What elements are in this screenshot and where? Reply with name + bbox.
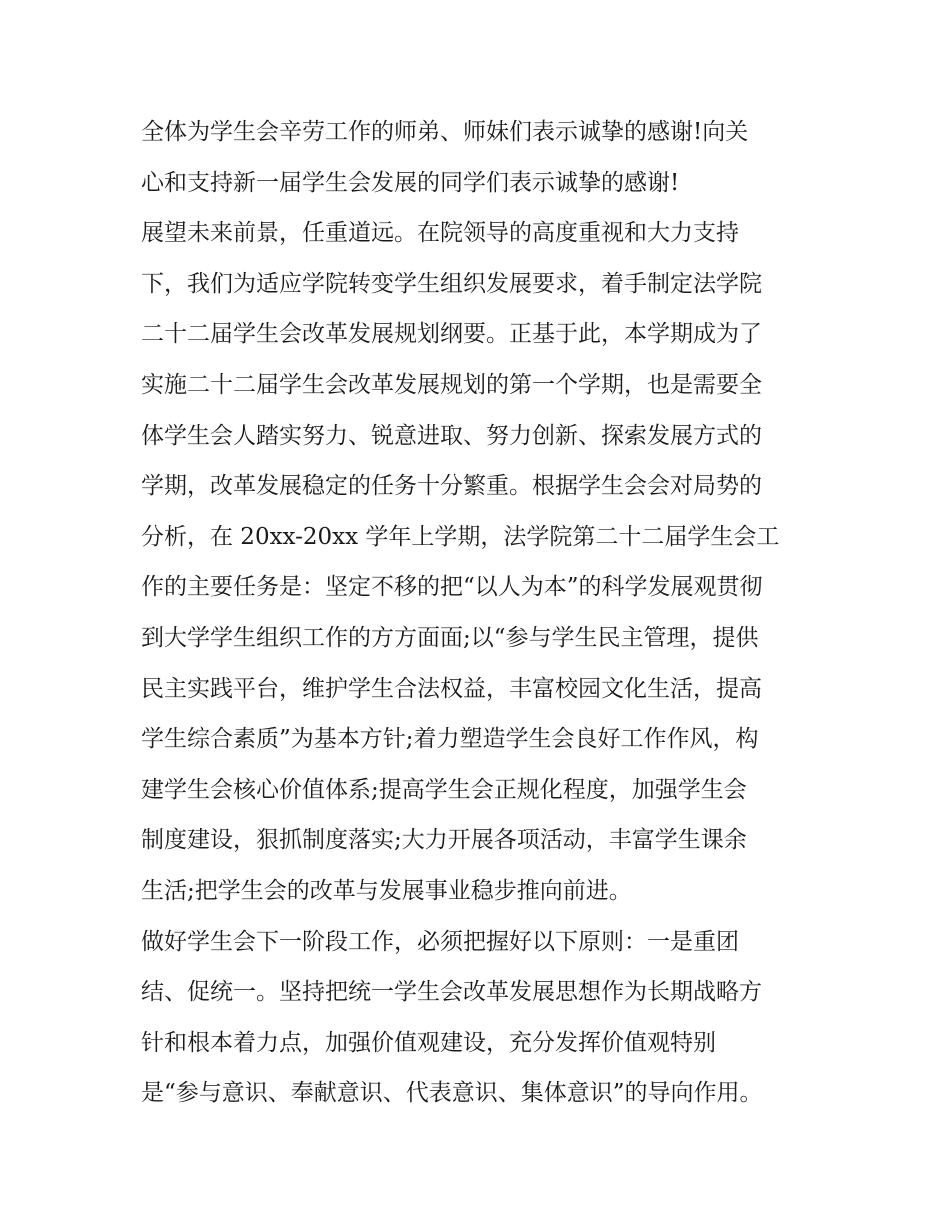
text-line-5: 二十二届学生会改革发展规划纲要。正基于此，本学期成为了 (141, 321, 762, 348)
text-line-2: 心和支持新一届学生会发展的同学们表示诚挚的感谢! (141, 169, 680, 196)
text-line-18: 结、促统一。坚持把统一学生会改革发展思想作为长期战略方 (141, 979, 762, 1006)
text-line-14: 建学生会核心价值体系;提高学生会正规化程度，加强学生会 (141, 776, 747, 803)
text-line-16: 生活;把学生会的改革与发展事业稳步推向前进。 (141, 877, 632, 904)
text-line-11: 到大学学生组织工作的方方面面;以“参与学生民主管理，提供 (141, 624, 759, 651)
text-line-9: 分析，在 20xx-20xx 学年上学期，法学院第二十二届学生会工 (141, 523, 780, 550)
text-line-13: 学生综合素质”为基本方针;着力塑造学生会良好工作作风，构 (141, 726, 759, 753)
text-line-17: 做好学生会下一阶段工作，必须把握好以下原则：一是重团 (141, 928, 739, 955)
text-line-20: 是“参与意识、奉献意识、代表意识、集体意识”的导向作用。 (141, 1080, 763, 1107)
text-line-12: 民主实践平台，维护学生合法权益，丰富校园文化生活，提高 (141, 675, 762, 702)
text-line-10: 作的主要任务是：坚定不移的把“以人为本”的科学发展观贯彻 (141, 574, 763, 601)
text-line-6: 实施二十二届学生会改革发展规划的第一个学期，也是需要全 (141, 371, 762, 398)
text-line-1: 全体为学生会辛劳工作的师弟、师妹们表示诚挚的感谢!向关 (141, 119, 749, 145)
text-line-4: 下，我们为适应学院转变学生组织发展要求，着手制定法学院 (141, 270, 762, 297)
text-line-15: 制度建设，狠抓制度落实;大力开展各项活动，丰富学生课余 (141, 827, 747, 854)
text-line-19: 针和根本着力点，加强价值观建设，充分发挥价值观特别 (141, 1029, 716, 1056)
text-line-3: 展望未来前景，任重道远。在院领导的高度重视和大力支持 (141, 220, 739, 247)
text-line-7: 体学生会人踏实努力、锐意进取、努力创新、探索发展方式的 (141, 422, 762, 449)
document-body (141, 107, 821, 1119)
text-line-8: 学期，改革发展稳定的任务十分繁重。根据学生会会对局势的 (141, 473, 762, 500)
